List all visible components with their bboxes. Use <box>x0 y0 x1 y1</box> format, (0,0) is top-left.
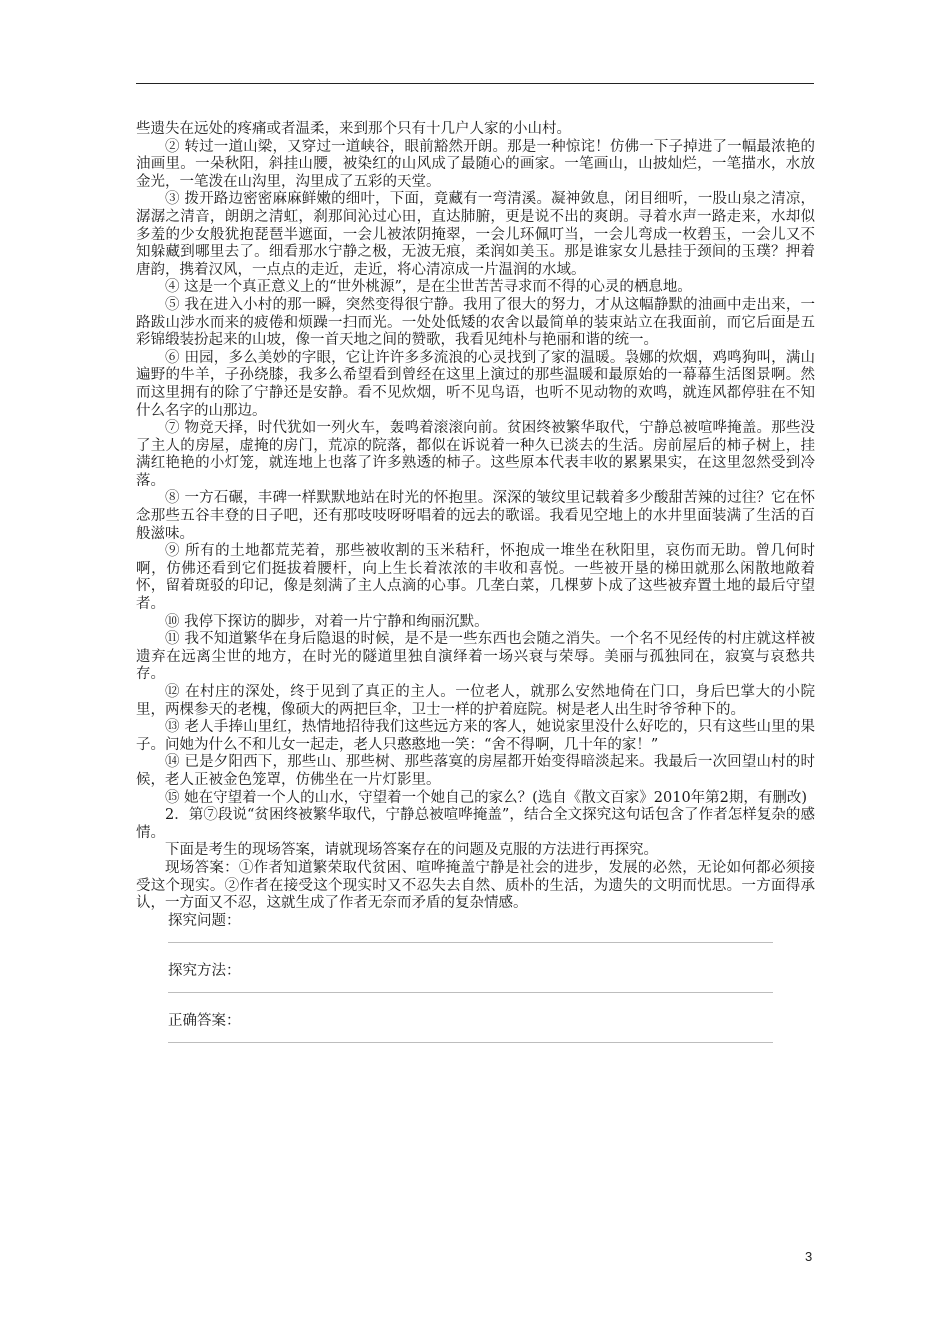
header-rule <box>136 83 814 84</box>
passage-paragraph: ⑧ 一方石碾，丰碑一样默默地站在时光的怀抱里。深深的皱纹里记载着多少酸甜苦辣的过往？它在怀念那些五谷丰登的日子吧，还有那吱吱呀呀唱着的远去的歌谣。我看见空地上的水井里面装满了生活的百般滋味。 <box>136 490 815 542</box>
passage-paragraph: ⑬ 老人手捧山里红，热情地招待我们这些远方来的客人，她说家里没什么好吃的，只有这些山里的果子。问她为什么不和儿女一起走，老人只憨憨地一笑：“舍不得啊，几十年的家！” <box>136 719 815 753</box>
passage-paragraph: ⑦ 物竞天择，时代犹如一列火车，轰鸣着滚滚向前。贫困终被繁华取代，宁静总被喧哗掩盖。那些没了主人的房屋，虚掩的房门，荒凉的院落，都似在诉说着一种久已淡去的生活。房前屋后的柿子树上，挂满红艳艳的小灯笼，就连地上也落了许多熟透的柿子。这些原本代表丰收的累累果实，在这里忽然受到冷落。 <box>136 420 815 489</box>
sample-answer: 现场答案：①作者知道繁荣取代贫困、喧哗掩盖宁静是社会的进步，发展的必然，无论如何都必须接受这个现实。②作者在接受这个现实时又不忍失去自然、质朴的生活，为遗失的文明而忧思。一方面得承认，一方面又不忍，这就生成了作者无奈而矛盾的复杂情感。 <box>136 859 815 912</box>
answer-line[interactable] <box>168 1042 773 1043</box>
page-body <box>136 121 815 1043</box>
question-section <box>136 807 815 1043</box>
passage-paragraph: ⑨ 所有的土地都荒芜着，那些被收割的玉米秸秆，怀抱成一堆坐在秋阳里，哀伤而无助。曾几何时啊，仿佛还看到它们挺拔着腰杆，向上生长着浓浓的丰收和喜悦。一些被开垦的梯田就那么闲散地敞着怀，留着斑驳的印记，像是刻满了主人点滴的心事。几垄白菜，几棵萝卜成了这些被弃置土地的最后守望者。 <box>136 543 815 613</box>
question-instruction: 下面是考生的现场答案，请就现场答案存在的问题及克服的方法进行再探究。 <box>165 842 658 859</box>
question-prompt: 2．第⑦段说“贫困终被繁华取代，宁静总被喧哗掩盖”，结合全文探究这句话包含了作者怎样复杂的感情。 <box>136 807 815 841</box>
passage <box>136 121 815 807</box>
passage-paragraph: ⑤ 我在进入小村的那一瞬，突然变得很宁静。我用了很大的努力，才从这幅静默的油画中走出来，一路跋山涉水而来的疲倦和烦躁一扫而光。一处处低矮的农舍以最简单的装束站立在我面前，而它后面是五彩锦缎装扮起来的山坡，像一首天地之间的赞歌，我看见纯朴与艳丽和谐的统一。 <box>136 296 815 349</box>
passage-paragraph: ⑩ 我停下探访的脚步，对着一片宁静和绚丽沉默。 <box>165 613 489 630</box>
answer-line[interactable] <box>168 942 773 943</box>
answer-field-problem <box>136 913 815 943</box>
passage-paragraph: ⑪ 我不知道繁华在身后隐退的时候，是不是一些东西也会随之消失。一个名不见经传的村庄就这样被遗弃在远离尘世的地方，在时光的隧道里独自演绎着一场兴衰与荣辱。美丽与孤独同在，寂寞与哀愁共存。 <box>136 631 815 683</box>
passage-paragraph: ② 转过一道山梁，又穿过一道峡谷，眼前豁然开朗。那是一种惊诧！仿佛一下子掉进了一幅最浓艳的油画里。一朵秋阳，斜挂山腰，被染红的山风成了最随心的画家。一笔画山，山披灿烂，一笔描水，水放金光，一笔泼在山沟里，沟里成了五彩的天堂。 <box>136 138 815 190</box>
passage-paragraph: ③ 拨开路边密密麻麻鲜嫩的细叶，下面，竟藏有一弯清溪。凝神敛息，闭目细听，一股山泉之清凉，潺潺之清音，朗朗之清虹，刹那间沁过心田，直达肺腑，更是说不出的爽朗。寻着水声一路走来，水却似多羞的少女般犹抱琵琶半遮面，一会儿被浓阴掩翠，一会儿环佩叮当，一会儿弯成一枚碧玉，一会儿又不知躲藏到哪里去了。细看那水宁静之极，无波无痕，柔润如美玉。那是谁家女儿悬挂于颈间的玉璞？押着唐韵，携着汉风，一点点的走近，走近，将心清凉成一片温润的水域。 <box>136 191 815 278</box>
passage-paragraph: ⑭ 已是夕阳西下，那些山、那些树、那些落寞的房屋都开始变得暗淡起来。我最后一次回望山村的时候，老人正被金色笼罩，仿佛坐在一片灯影里。 <box>136 754 815 788</box>
answer-field-label: 探究问题： <box>168 912 241 929</box>
passage-paragraph: 些遗失在远处的疼痛或者温柔，来到那个只有十几户人家的小山村。 <box>136 121 571 137</box>
answer-field-label: 探究方法： <box>168 962 241 979</box>
passage-paragraph: ⑫ 在村庄的深处，终于见到了真正的主人。一位老人，就那么安然地倚在门口，身后巴掌大的小院里，两棵参天的老槐，像硕大的两把巨伞，卫士一样的护着庭院。树是老人出生时爷爷种下的。 <box>136 684 815 718</box>
page-number: 3 <box>805 1249 813 1264</box>
passage-paragraph: ⑮ 她在守望着一个人的山水，守望着一个她自己的家么？(选自《散文百家》2010年第2期，有删改) <box>165 789 808 806</box>
answer-field-method <box>136 963 815 993</box>
answer-line[interactable] <box>168 992 773 993</box>
answer-field-correct <box>136 1013 815 1043</box>
passage-paragraph: ⑥ 田园，多么美妙的字眼，它让许许多多流浪的心灵找到了家的温暖。袅娜的炊烟，鸡鸣狗叫，满山遍野的牛羊，子孙绕膝，我多么希望看到曾经在这里上演过的那些温暖和最原始的一幕幕生活图景啊。然而这里拥有的除了宁静还是安静。看不见炊烟，听不见鸟语，也听不见动物的欢鸣，就连风都停驻在不知什么名字的山那边。 <box>136 349 815 419</box>
passage-paragraph: ④ 这是一个真正意义上的“世外桃源”，是在尘世苦苦寻求而不得的心灵的栖息地。 <box>165 279 692 296</box>
answer-field-label: 正确答案： <box>168 1012 241 1029</box>
